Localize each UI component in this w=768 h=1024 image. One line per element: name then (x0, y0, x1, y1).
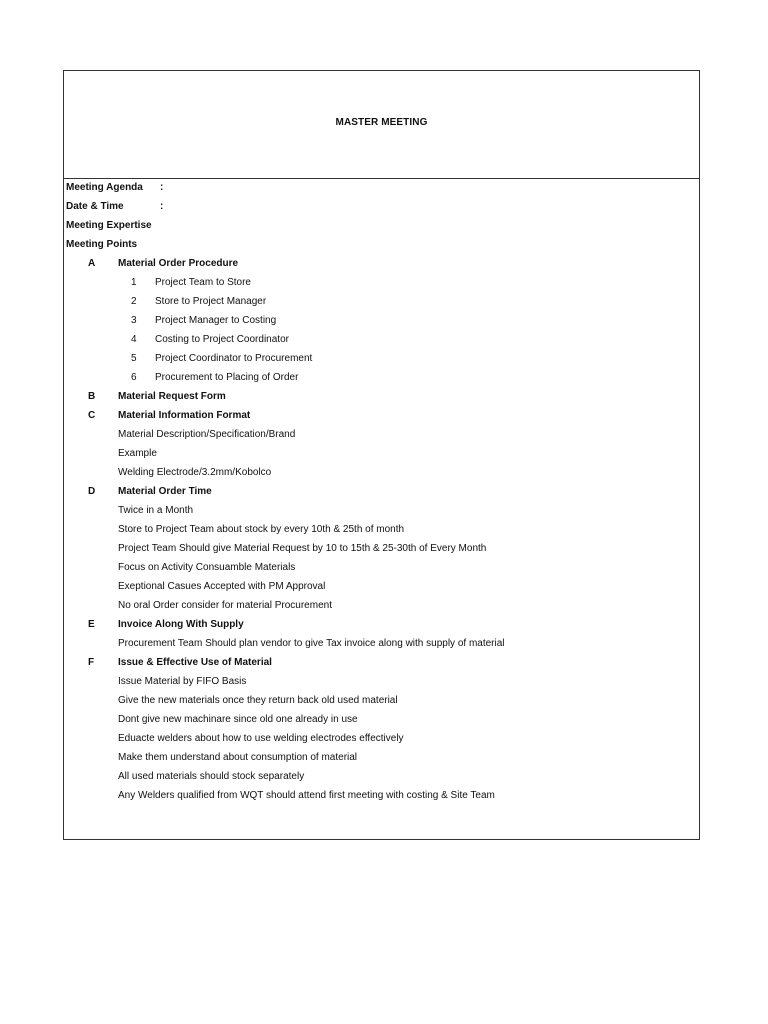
step-text: Costing to Project Coordinator (155, 334, 289, 345)
section-line: Material Description/Specification/Brand (118, 429, 296, 440)
section-heading: Material Order Procedure (118, 258, 239, 269)
section-line: Example (118, 448, 157, 459)
field-label: Meeting Expertise (66, 220, 152, 231)
section-line: Dont give new machinare since old one already in use (118, 714, 358, 725)
document-header (64, 71, 699, 179)
section-heading: Material Order Time (118, 486, 212, 497)
section-letter: E (88, 619, 95, 630)
section-letter: C (88, 410, 96, 421)
section-line: Make them understand about consumption of material (118, 752, 358, 763)
section-heading: Issue & Effective Use of Material (118, 657, 272, 668)
step-text: Project Manager to Costing (155, 315, 277, 326)
field-separator: : (160, 182, 164, 193)
step-number: 5 (131, 353, 137, 364)
section-line: Issue Material by FIFO Basis (118, 676, 247, 687)
section-line: Give the new materials once they return back old used material (118, 695, 398, 706)
step-number: 1 (131, 277, 137, 288)
field-label: Date & Time (66, 201, 124, 212)
field-separator: : (160, 201, 164, 212)
step-text: Project Coordinator to Procurement (155, 353, 313, 364)
section-letter: A (88, 258, 96, 269)
section-line: Store to Project Team about stock by every 10th & 25th of month (118, 524, 405, 535)
field-label: Meeting Agenda (66, 182, 143, 193)
step-text: Project Team to Store (155, 277, 251, 288)
section-line: Twice in a Month (118, 505, 194, 516)
step-text: Procurement to Placing of Order (155, 372, 299, 383)
section-line: Eduacte welders about how to use welding electrodes effectively (118, 733, 404, 744)
section-line: Any Welders qualified from WQT should attend first meeting with costing & Site Team (118, 790, 495, 801)
section-line: Procurement Team Should plan vendor to give Tax invoice along with supply of material (118, 638, 505, 649)
section-line: No oral Order consider for material Procurement (118, 600, 332, 611)
section-letter: F (88, 657, 95, 668)
section-heading: Material Information Format (118, 410, 251, 421)
section-line: Project Team Should give Material Request by 10 to 15th & 25-30th of Every Month (118, 543, 487, 554)
section-line: All used materials should stock separately (118, 771, 305, 782)
step-number: 3 (131, 315, 137, 326)
field-label: Meeting Points (66, 239, 138, 250)
step-number: 6 (131, 372, 137, 383)
document-sheet (63, 70, 700, 840)
section-letter: D (88, 486, 96, 497)
section-line: Welding Electrode/3.2mm/Kobolco (118, 467, 272, 478)
step-number: 2 (131, 296, 137, 307)
step-text: Store to Project Manager (155, 296, 267, 307)
section-heading: Invoice Along With Supply (118, 619, 244, 630)
section-line: Exeptional Casues Accepted with PM Approval (118, 581, 326, 592)
step-number: 4 (131, 334, 137, 345)
section-letter: B (88, 391, 96, 402)
section-line: Focus on Activity Consuamble Materials (118, 562, 296, 573)
page-title: MASTER MEETING (335, 117, 428, 128)
section-heading: Material Request Form (118, 391, 226, 402)
